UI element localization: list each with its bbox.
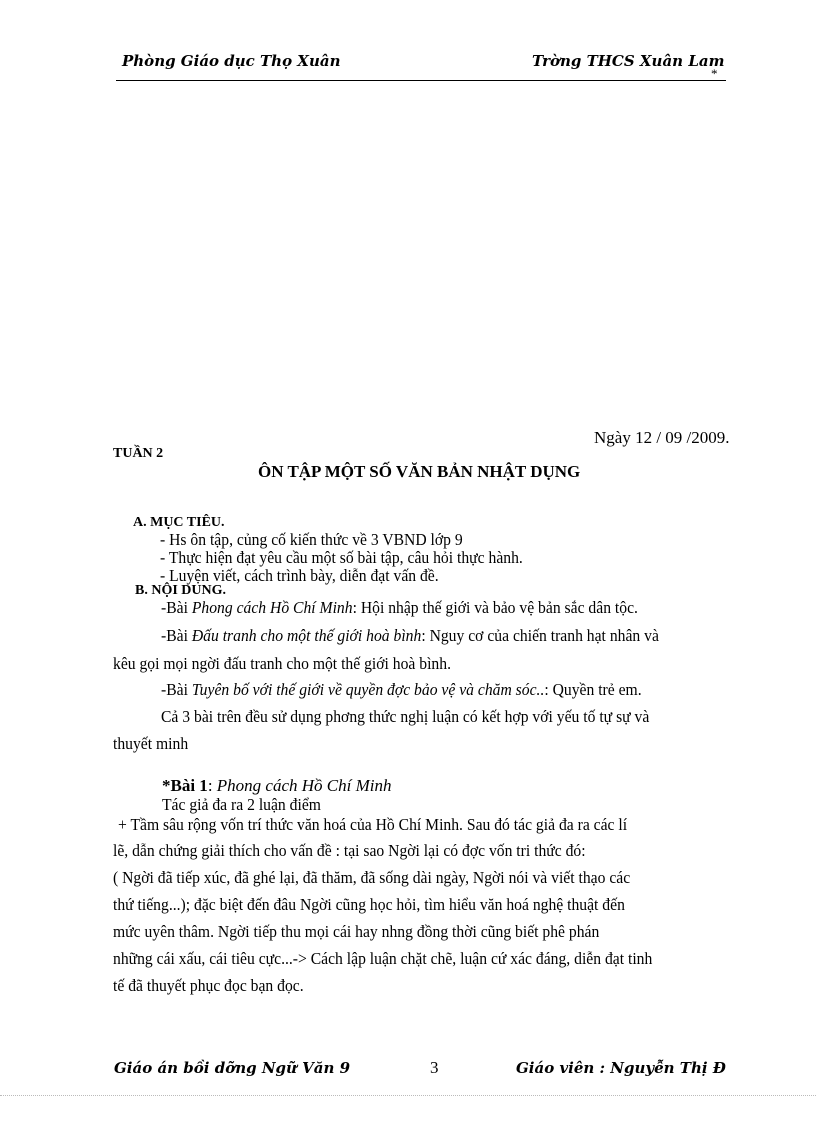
work-title: Tuyên bố với thế giới về quyền đợc bảo vệ và chăm sóc.. — [191, 680, 545, 699]
prefix: -Bài — [161, 680, 192, 699]
page-bottom-divider — [0, 1095, 816, 1096]
exercise-label: *Bài 1 — [162, 776, 208, 795]
page-number: 3 — [430, 1058, 439, 1077]
exercise-body-line: tế đã thuyết phục đọc bạn đọc. — [113, 976, 304, 995]
prefix: -Bài — [161, 626, 192, 645]
content-paragraph-2-cont: kêu gọi mọi ngời đấu tranh cho một thế giới hoà bình. — [113, 654, 451, 673]
week-label: TUẦN 2 — [113, 446, 164, 461]
exercise-intro: Tác giả đa ra 2 luận điểm — [162, 795, 321, 814]
section-b-heading: B. NỘI DUNG. — [135, 583, 227, 598]
content-paragraph-1 — [161, 598, 638, 618]
exercise-colon: : — [207, 776, 217, 795]
exercise-body-line: ( Ngời đã tiếp xúc, đã ghé lại, đã thăm, đã sống dài ngày, Ngời nói và viết thạo các — [113, 868, 631, 887]
exercise-heading — [162, 776, 392, 796]
header-asterisk: * — [711, 66, 718, 81]
description: : Nguy cơ của chiến tranh hạt nhân và — [421, 626, 659, 645]
exercise-body-line: + Tầm sâu rộng vốn trí thức văn hoá của Hồ Chí Minh. Sau đó tác giả đa ra các lí — [118, 815, 628, 834]
header-rule — [116, 80, 726, 81]
content-paragraph-3 — [161, 680, 642, 700]
work-title: Đấu tranh cho một thế giới hoà bình — [191, 626, 422, 645]
work-title: Phong cách Hồ Chí Minh — [191, 598, 353, 617]
exercise-body-line: những cái xấu, cái tiêu cực...-> Cách lập luận chặt chẽ, luận cứ xác đáng, diễn đạt tinh — [113, 949, 653, 968]
exercise-body-line: mức uyên thâm. Ngời tiếp thu mọi cái hay nhng đồng thời cũng biết phê phán — [113, 922, 600, 941]
description: : Hội nhập thế giới và bảo vệ bản sắc dân tộc. — [352, 598, 638, 617]
description: : Quyền trẻ em. — [544, 680, 642, 699]
header-right: Trờng THCS Xuân Lam — [532, 52, 725, 70]
objective-item: - Thực hiện đạt yêu cầu một số bài tập, câu hỏi thực hành. — [160, 548, 523, 567]
prefix: -Bài — [161, 598, 192, 617]
exercise-body-line: thứ tiếng...); đặc biệt đến đâu Ngời cũng học hỏi, tìm hiểu văn hoá nghệ thuật đến — [113, 895, 625, 914]
exercise-title: Phong cách Hồ Chí Minh — [216, 776, 392, 795]
footer-left: Giáo án bồi dỡng Ngữ Văn 9 — [114, 1059, 351, 1077]
content-paragraph-2 — [161, 626, 659, 646]
objective-item: - Luyện viết, cách trình bày, diễn đạt vấn đề. — [160, 566, 439, 585]
header-left: Phòng Giáo dục Thọ Xuân — [122, 52, 341, 70]
content-paragraph-4-cont: thuyết minh — [113, 734, 189, 753]
document-date: Ngày 12 / 09 /2009. — [594, 428, 730, 447]
content-paragraph-4: Cả 3 bài trên đều sử dụng phơng thức nghị luận có kết hợp với yếu tố tự sự và — [161, 707, 650, 726]
section-a-heading: A. MỤC TIÊU. — [133, 515, 225, 530]
objective-item: - Hs ôn tập, củng cố kiến thức về 3 VBND lớp 9 — [160, 530, 463, 549]
page-title: ÔN TẬP MỘT SỐ VĂN BẢN NHẬT DỤNG — [258, 462, 581, 481]
footer-right: Giáo viên : Nguyễn Thị Đ — [516, 1059, 726, 1077]
exercise-body-line: lẽ, dẫn chứng giải thích cho vấn đề : tại sao Ngời lại có đợc vốn tri thức đó: — [113, 841, 586, 860]
